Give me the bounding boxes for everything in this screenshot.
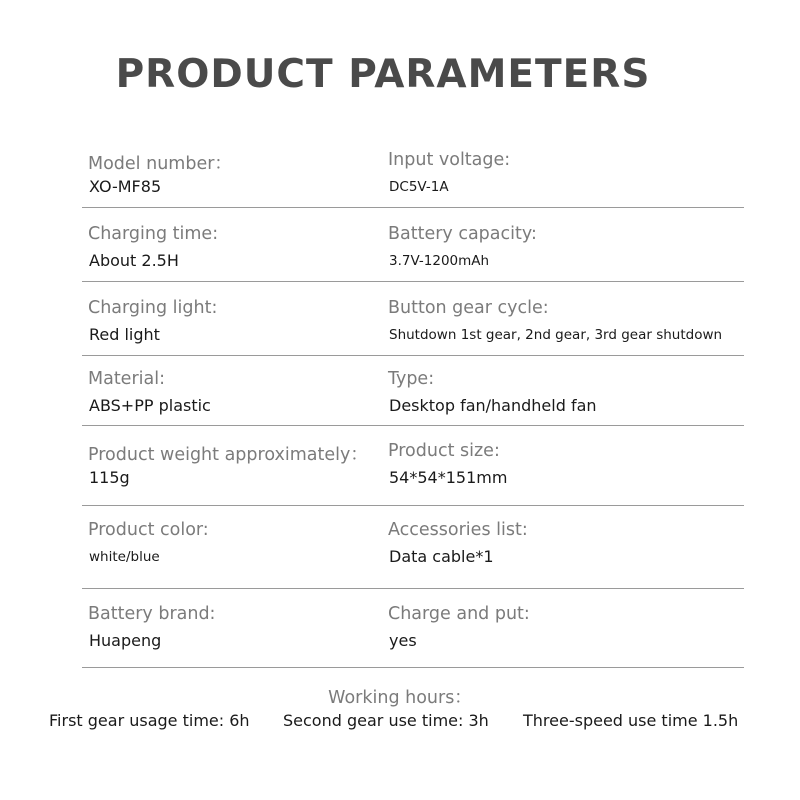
param-label: Charge and put: — [388, 604, 530, 624]
row-divider — [82, 588, 744, 589]
param-label: Input voltage: — [388, 150, 511, 170]
param-label: Product color: — [88, 520, 209, 540]
working-hours-label: Working hours： — [328, 688, 472, 708]
param-value: Red light — [89, 325, 160, 344]
param-label: Charging light: — [88, 298, 218, 318]
third-gear-time: Three-speed use time 1.5h — [523, 711, 739, 730]
param-value: ABS+PP plastic — [89, 396, 211, 415]
param-value: Desktop fan/handheld fan — [389, 396, 597, 415]
row-divider — [82, 207, 744, 208]
param-value: XO-MF85 — [89, 177, 162, 196]
param-value: Shutdown 1st gear, 2nd gear, 3rd gear shutdown — [389, 327, 723, 343]
param-value: yes — [389, 631, 417, 650]
row-divider — [82, 667, 744, 668]
param-label: Button gear cycle: — [388, 298, 549, 318]
param-label: Battery brand: — [88, 604, 216, 624]
param-value: 115g — [89, 468, 130, 487]
row-divider — [82, 355, 744, 356]
param-label: Charging time: — [88, 224, 219, 244]
param-label: Type: — [388, 369, 435, 389]
page-title: PRODUCT PARAMETERS — [115, 52, 651, 97]
second-gear-time: Second gear use time: 3h — [283, 711, 489, 730]
param-label: Product size: — [388, 441, 500, 461]
param-value: DC5V-1A — [389, 179, 449, 195]
param-value: About 2.5H — [89, 251, 179, 270]
param-label: Material: — [88, 369, 165, 389]
param-value: white/blue — [89, 549, 160, 565]
param-label: Accessories list: — [388, 520, 528, 540]
param-value: Data cable*1 — [389, 547, 494, 566]
param-value: 54*54*151mm — [389, 468, 508, 487]
row-divider — [82, 505, 744, 506]
param-label: Product weight approximately： — [88, 445, 368, 465]
param-value: 3.7V-1200mAh — [389, 253, 490, 269]
param-value: Huapeng — [89, 631, 162, 650]
row-divider — [82, 281, 744, 282]
param-label: Battery capacity: — [388, 224, 537, 244]
first-gear-time: First gear usage time: 6h — [49, 711, 250, 730]
row-divider — [82, 425, 744, 426]
param-label: Model number： — [88, 154, 232, 174]
